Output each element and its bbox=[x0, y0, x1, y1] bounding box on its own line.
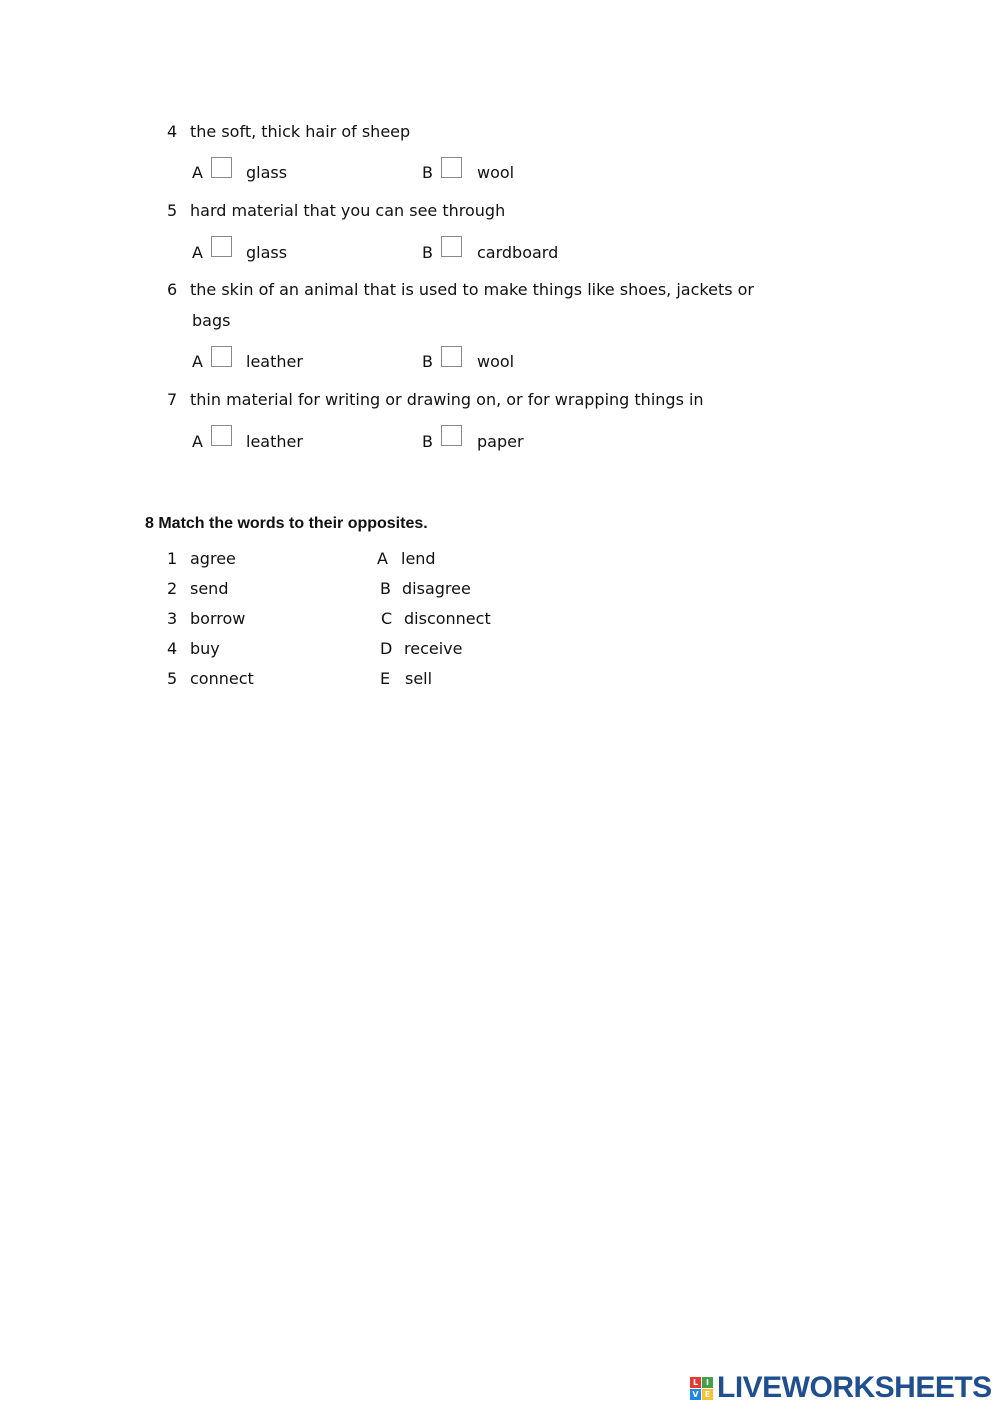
question-text: the skin of an animal that is used to make things like shoes, jackets or bbox=[190, 280, 754, 299]
match-left-number: 3 bbox=[167, 609, 178, 628]
match-right-letter: C bbox=[381, 609, 393, 628]
match-left-number: 1 bbox=[167, 549, 178, 568]
match-left-word[interactable]: agree bbox=[190, 549, 236, 568]
question-number: 5 bbox=[167, 201, 178, 220]
section-heading: 8 Match the words to their opposites. bbox=[145, 515, 428, 532]
logo-square: E bbox=[702, 1389, 713, 1400]
logo-square: I bbox=[702, 1377, 713, 1388]
option-b-text: wool bbox=[477, 163, 515, 182]
match-left-number: 2 bbox=[167, 579, 178, 598]
option-a-text: leather bbox=[246, 432, 303, 451]
match-left-word[interactable]: buy bbox=[190, 639, 220, 658]
match-left-number: 5 bbox=[167, 669, 178, 688]
match-left-word[interactable]: connect bbox=[190, 669, 254, 688]
option-a-letter: A bbox=[192, 243, 203, 262]
match-right-word[interactable]: disconnect bbox=[404, 609, 491, 628]
option-a-letter: A bbox=[192, 163, 203, 182]
match-right-letter: E bbox=[380, 669, 391, 688]
option-b-letter: B bbox=[422, 163, 433, 182]
option-a-text: glass bbox=[246, 243, 288, 262]
liveworksheets-logo bbox=[690, 1372, 992, 1404]
option-a-text: leather bbox=[246, 352, 303, 371]
option-a-checkbox[interactable] bbox=[211, 346, 232, 367]
option-b-text: paper bbox=[477, 432, 524, 451]
match-left-word[interactable]: send bbox=[190, 579, 229, 598]
option-a-checkbox[interactable] bbox=[211, 425, 232, 446]
option-b-text: cardboard bbox=[477, 243, 559, 262]
match-right-word[interactable]: sell bbox=[405, 669, 433, 688]
match-right-word[interactable]: receive bbox=[404, 639, 463, 658]
match-right-word[interactable]: lend bbox=[401, 549, 436, 568]
logo-square: L bbox=[690, 1377, 701, 1388]
question-text: the soft, thick hair of sheep bbox=[190, 122, 411, 141]
question-text: thin material for writing or drawing on, or for wrapping things in bbox=[190, 390, 704, 409]
option-a-text: glass bbox=[246, 163, 288, 182]
match-left-word[interactable]: borrow bbox=[190, 609, 246, 628]
option-b-checkbox[interactable] bbox=[441, 157, 462, 178]
option-b-checkbox[interactable] bbox=[441, 346, 462, 367]
question-number: 6 bbox=[167, 280, 178, 299]
logo-squares-icon bbox=[690, 1377, 713, 1400]
match-right-letter: B bbox=[380, 579, 391, 598]
option-b-checkbox[interactable] bbox=[441, 425, 462, 446]
question-number: 7 bbox=[167, 390, 178, 409]
question-number: 4 bbox=[167, 122, 178, 141]
question-text-continued: bags bbox=[192, 311, 231, 330]
option-b-text: wool bbox=[477, 352, 515, 371]
match-right-letter: A bbox=[377, 549, 388, 568]
question-text: hard material that you can see through bbox=[190, 201, 506, 220]
match-right-letter: D bbox=[380, 639, 393, 658]
logo-text: LIVEWORKSHEETS bbox=[717, 1371, 992, 1404]
option-b-letter: B bbox=[422, 432, 433, 451]
match-right-word[interactable]: disagree bbox=[402, 579, 471, 598]
match-left-number: 4 bbox=[167, 639, 178, 658]
option-b-letter: B bbox=[422, 243, 433, 262]
option-b-checkbox[interactable] bbox=[441, 236, 462, 257]
option-a-letter: A bbox=[192, 352, 203, 371]
option-a-checkbox[interactable] bbox=[211, 236, 232, 257]
option-a-letter: A bbox=[192, 432, 203, 451]
option-a-checkbox[interactable] bbox=[211, 157, 232, 178]
logo-square: V bbox=[690, 1389, 701, 1400]
option-b-letter: B bbox=[422, 352, 433, 371]
